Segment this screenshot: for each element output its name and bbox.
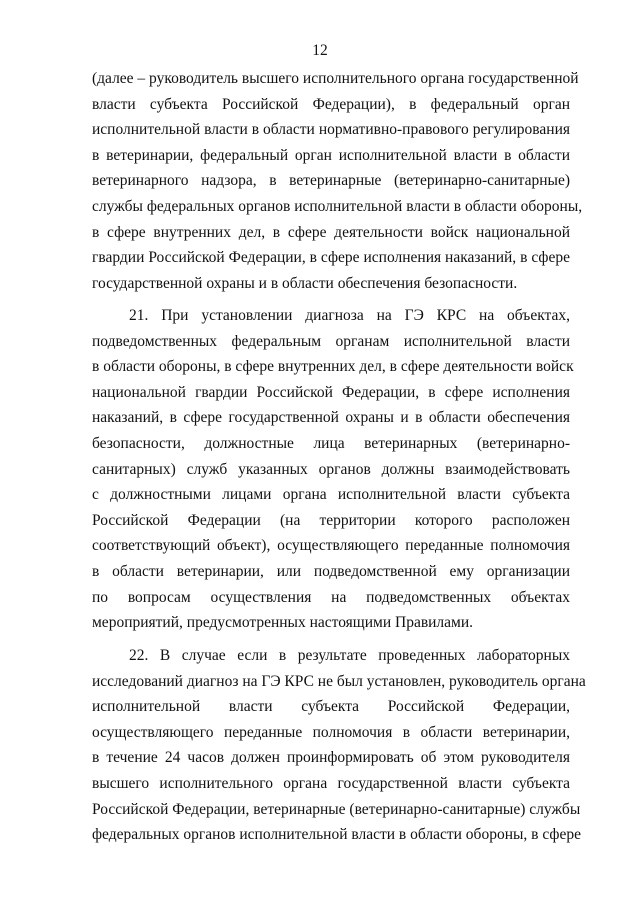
text-line: Российской Федерации, ветеринарные (ветеринарно-санитарные) службы — [92, 800, 581, 818]
text-line: по вопросам осуществления на подведомственных объектах — [92, 588, 570, 606]
text-line: 22. В случае если в результате проведенных лабораторных — [129, 647, 570, 664]
text-line: государственной охраны и в области обеспечения безопасности. — [92, 274, 518, 292]
text-line: национальной гвардии Российской Федерации, в сфере исполнения — [92, 383, 570, 401]
paragraph-continuation — [92, 66, 583, 296]
text-line: в области ветеринарии, или подведомственной ему организации — [92, 562, 570, 580]
text-line: гвардии Российской Федерации, в сфере исполнения наказаний, в сфере — [92, 249, 570, 267]
text-line: подведомственных федеральным органам исполнительной власти — [92, 332, 570, 350]
text-line: исполнительной власти в области нормативно-правового регулирования — [92, 121, 570, 139]
text-line: в области обороны, в сфере внутренних дел, в сфере деятельности войск — [92, 358, 574, 376]
text-line: санитарных) служб указанных органов должны взаимодействовать — [92, 460, 570, 478]
text-line: в сфере внутренних дел, в сфере деятельности войск национальной — [92, 223, 570, 241]
text-line: наказаний, в сфере государственной охраны и в области обеспечения — [92, 409, 570, 427]
page-number: 12 — [312, 42, 328, 59]
text-line: федеральных органов исполнительной власти в области обороны, в сфере — [92, 826, 581, 844]
text-line: безопасности, должностные лица ветеринарных (ветеринарно- — [92, 434, 570, 452]
paragraph-22 — [92, 643, 586, 848]
text-line: осуществляющего переданные полномочия в области ветеринарии, — [92, 723, 570, 741]
text-line: исследований диагноз на ГЭ КРС не был установлен, руководитель органа — [92, 672, 586, 690]
text-line: службы федеральных органов исполнительной власти в области обороны, — [92, 197, 583, 215]
text-line: соответствующий объект), осуществляющего переданные полномочия — [92, 537, 570, 555]
text-line: власти субъекта Российской Федерации), в федеральный орган — [92, 95, 570, 113]
text-line: исполнительной власти субъекта Российской Федерации, — [92, 698, 570, 716]
text-line: мероприятий, предусмотренных настоящими Правилами. — [92, 614, 474, 632]
text-line: высшего исполнительного органа государственной власти субъекта — [92, 774, 570, 792]
paragraph-21 — [92, 303, 574, 636]
text-line: в течение 24 часов должен проинформировать об этом руководителя — [92, 749, 570, 767]
text-line: Российской Федерации (на территории которого расположен — [92, 511, 570, 529]
text-line: (далее – руководитель высшего исполнительного органа государственной — [92, 70, 579, 87]
text-line: с должностными лицами органа исполнительной власти субъекта — [92, 486, 570, 504]
text-line: ветеринарного надзора, в ветеринарные (ветеринарно-санитарные) — [92, 172, 570, 190]
text-line: в ветеринарии, федеральный орган исполнительной власти в области — [92, 146, 570, 164]
text-line: 21. При установлении диагноза на ГЭ КРС на объектах, — [129, 307, 570, 324]
